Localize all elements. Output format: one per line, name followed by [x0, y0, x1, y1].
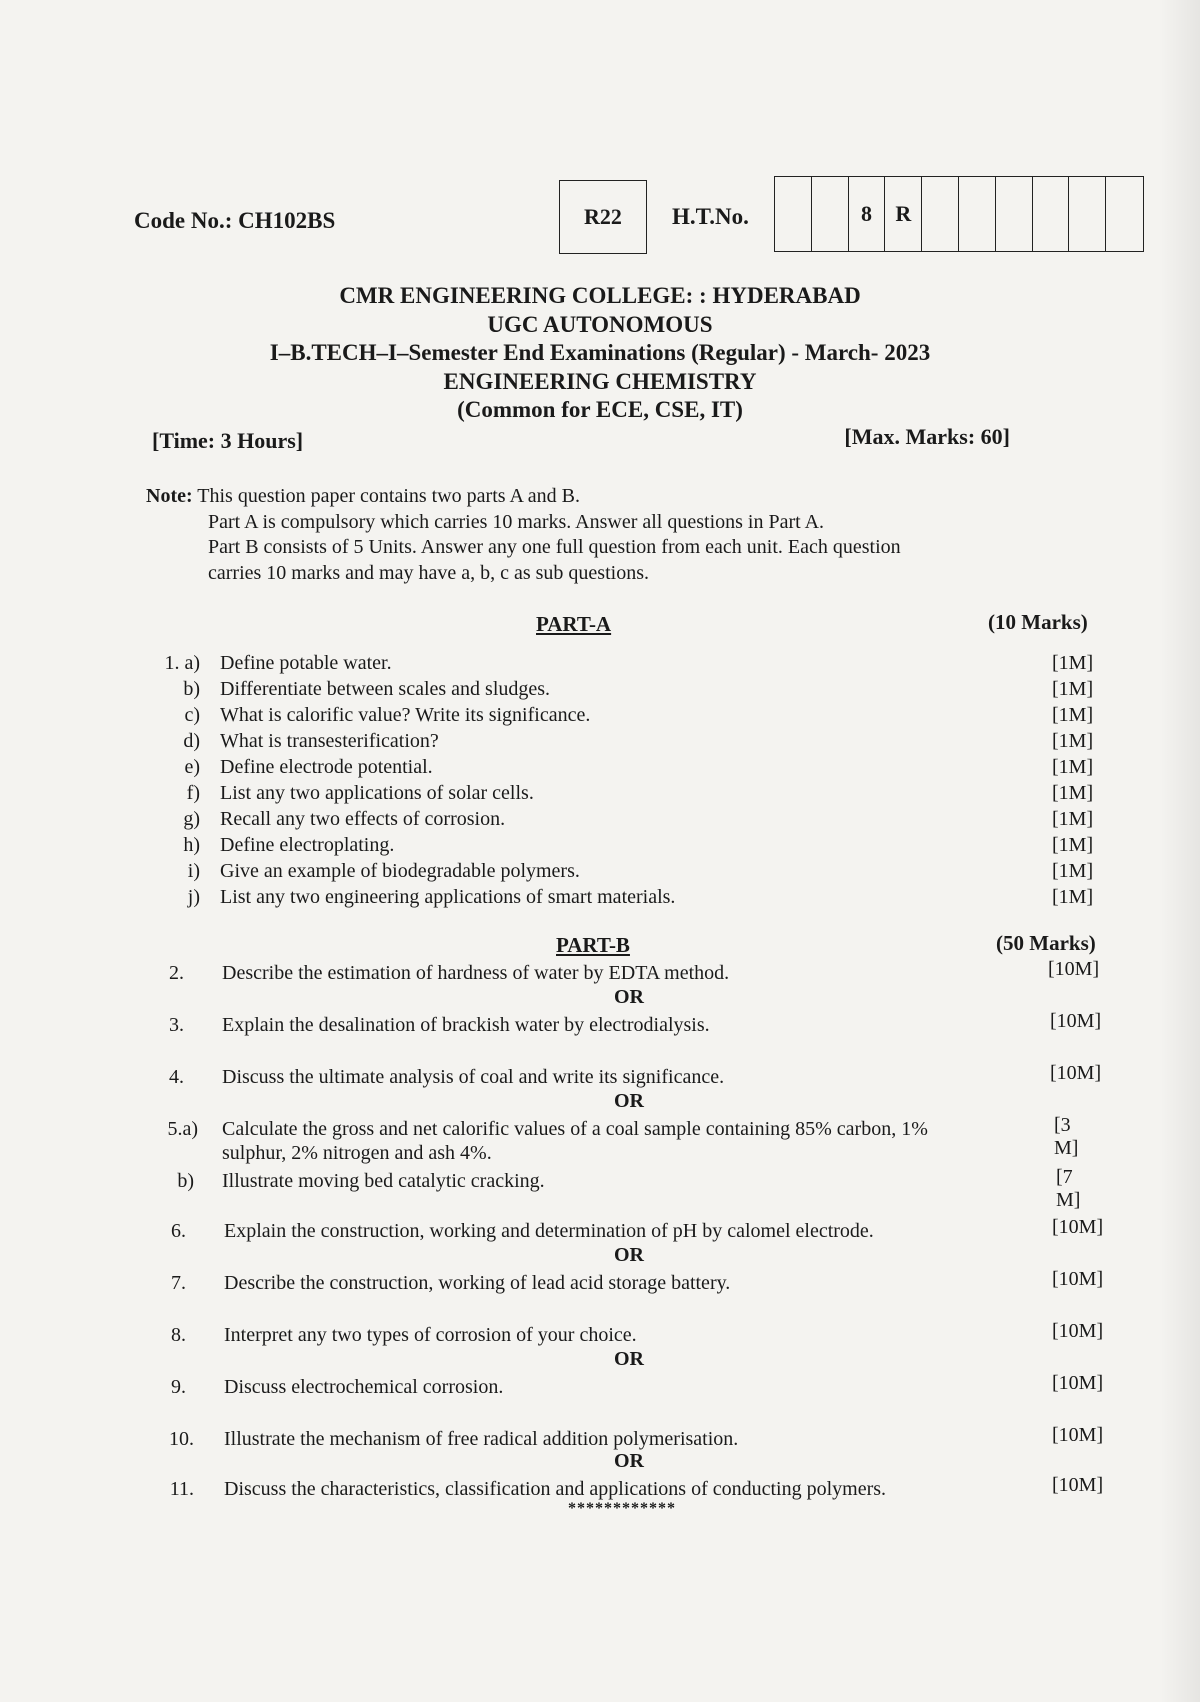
- question-number: 11.: [169, 1478, 194, 1500]
- exam-title: I–B.TECH–I–Semester End Examinations (Regular) - March- 2023: [269, 340, 931, 365]
- or-separator: OR: [614, 986, 644, 1008]
- or-separator: OR: [614, 1244, 644, 1266]
- question-mark: [10M]: [1050, 1062, 1102, 1084]
- question-mark: [10M]: [1050, 1010, 1102, 1032]
- question-mark: [1M]: [1052, 756, 1094, 778]
- question-row: [0, 886, 1200, 912]
- question-mark: [3 M]: [1054, 1114, 1079, 1159]
- question-row: [0, 652, 1200, 678]
- question-text: Define potable water.: [220, 652, 392, 674]
- question-text: Calculate the gross and net calorific values of a coal sample containing 85% carbon, 1%: [222, 1118, 928, 1140]
- question-number: i): [187, 860, 200, 882]
- question-row: [0, 808, 1200, 834]
- question-text: List any two engineering applications of smart materials.: [220, 886, 676, 908]
- ht-cell: [922, 177, 959, 251]
- question-text: What is calorific value? Write its significance.: [220, 704, 591, 726]
- question-number: b): [183, 678, 200, 700]
- question-mark: [10M]: [1052, 1372, 1104, 1394]
- question-number: 2.: [169, 962, 184, 984]
- part-a-marks: (10 Marks): [988, 610, 1088, 634]
- ht-cell: 8: [849, 177, 886, 251]
- college-name: CMR ENGINEERING COLLEGE: : HYDERABAD: [339, 283, 861, 308]
- question-mark: [10M]: [1052, 1474, 1104, 1496]
- question-text: Differentiate between scales and sludges.: [220, 678, 551, 700]
- ht-cell: [812, 177, 849, 251]
- question-number: 6.: [171, 1220, 186, 1242]
- question-mark: [1M]: [1052, 704, 1094, 726]
- question-text: Illustrate moving bed catalytic cracking.: [222, 1170, 545, 1192]
- question-number: c): [184, 704, 200, 726]
- question-row: [0, 678, 1200, 704]
- question-text: Illustrate the mechanism of free radical addition polymerisation.: [224, 1428, 739, 1450]
- question-text: What is transesterification?: [220, 730, 439, 752]
- max-marks: [Max. Marks: 60]: [844, 424, 1010, 449]
- question-number: 10.: [169, 1428, 194, 1450]
- exam-duration: [Time: 3 Hours]: [152, 428, 304, 453]
- note-line: carries 10 marks and may have a, b, c as sub questions.: [208, 561, 649, 584]
- question-mark: [10M]: [1052, 1424, 1104, 1446]
- question-number: 9.: [171, 1376, 186, 1398]
- question-mark: [1M]: [1052, 678, 1094, 700]
- question-number: 8.: [171, 1324, 186, 1346]
- question-mark: [1M]: [1052, 860, 1094, 882]
- question-text: Discuss the ultimate analysis of coal and write its significance.: [222, 1066, 725, 1088]
- title-block: [0, 282, 1200, 425]
- regulation-label: R22: [584, 204, 622, 229]
- question-mark: [10M]: [1048, 958, 1100, 980]
- note-label: Note:: [146, 485, 193, 507]
- branches: (Common for ECE, CSE, IT): [457, 397, 743, 422]
- part-b-marks: (50 Marks): [996, 931, 1096, 955]
- end-marker: ************: [568, 1500, 676, 1517]
- question-number: d): [183, 730, 200, 752]
- question-row: [0, 756, 1200, 782]
- question-number: 4.: [169, 1066, 184, 1088]
- code-number: Code No.: CH102BS: [134, 208, 336, 233]
- question-text: List any two applications of solar cells.: [220, 782, 534, 804]
- question-number: g): [183, 808, 200, 830]
- question-number: e): [184, 756, 200, 778]
- or-separator: OR: [614, 1348, 644, 1370]
- ht-cell: [775, 177, 812, 251]
- question-row: [0, 704, 1200, 730]
- question-text: Explain the desalination of brackish water by electrodialysis.: [222, 1014, 710, 1036]
- note-line: This question paper contains two parts A and B.: [197, 485, 581, 507]
- question-mark: [1M]: [1052, 834, 1094, 856]
- question-row: [0, 730, 1200, 756]
- question-row: [0, 860, 1200, 886]
- question-mark: [1M]: [1052, 808, 1094, 830]
- question-text: Describe the construction, working of lead acid storage battery.: [224, 1272, 731, 1294]
- question-row: [0, 782, 1200, 808]
- question-number: 1. a): [164, 652, 200, 674]
- or-separator: OR: [614, 1450, 644, 1472]
- question-text: Explain the construction, working and determination of pH by calomel electrode.: [224, 1220, 874, 1242]
- or-separator: OR: [614, 1090, 644, 1112]
- ht-cell: [1033, 177, 1070, 251]
- note-line: Part A is compulsory which carries 10 marks. Answer all questions in Part A.: [208, 510, 825, 533]
- ht-cell: [959, 177, 996, 251]
- part-a-title: PART-A: [536, 612, 612, 636]
- question-mark: [1M]: [1052, 652, 1094, 674]
- note-line: Part B consists of 5 Units. Answer any one full question from each unit. Each question: [208, 536, 901, 558]
- hall-ticket-label: H.T.No.: [672, 204, 749, 229]
- question-text: Define electrode potential.: [220, 756, 433, 778]
- question-number: 3.: [169, 1014, 184, 1036]
- question-text: Recall any two effects of corrosion.: [220, 808, 506, 830]
- question-text: Define electroplating.: [220, 834, 395, 856]
- part-b-title: PART-B: [556, 933, 630, 957]
- question-number: 7.: [171, 1272, 186, 1294]
- question-text: Interpret any two types of corrosion of your choice.: [224, 1324, 637, 1346]
- regulation-box: [559, 180, 647, 254]
- question-number: 5.a): [167, 1118, 198, 1140]
- question-mark: [1M]: [1052, 886, 1094, 908]
- question-mark: [10M]: [1052, 1216, 1104, 1238]
- question-text: Describe the estimation of hardness of water by EDTA method.: [222, 962, 730, 984]
- question-mark: [1M]: [1052, 782, 1094, 804]
- autonomous-status: UGC AUTONOMOUS: [487, 311, 713, 337]
- question-row: [0, 834, 1200, 860]
- page-edge-shadow: [1160, 0, 1200, 1702]
- question-number: j): [187, 886, 200, 908]
- ht-cell: [996, 177, 1033, 251]
- question-number: f): [186, 782, 200, 804]
- hall-ticket-grid: [774, 176, 1144, 252]
- question-mark: [10M]: [1052, 1268, 1104, 1290]
- question-text: Give an example of biodegradable polymers.: [220, 860, 580, 882]
- question-text: Discuss the characteristics, classification and applications of conducting polymers.: [224, 1478, 887, 1500]
- question-mark: [7 M]: [1056, 1166, 1081, 1211]
- question-number: b): [177, 1170, 194, 1192]
- ht-cell: [1106, 177, 1143, 251]
- question-number: h): [183, 834, 200, 856]
- subject-title: ENGINEERING CHEMISTRY: [443, 368, 757, 394]
- question-mark: [1M]: [1052, 730, 1094, 752]
- question-mark: [10M]: [1052, 1320, 1104, 1342]
- ht-cell: [1069, 177, 1106, 251]
- question-text: Discuss electrochemical corrosion.: [224, 1376, 504, 1398]
- ht-cell: R: [885, 177, 922, 251]
- question-text-continued: sulphur, 2% nitrogen and ash 4%.: [222, 1142, 492, 1164]
- instructions-note: [146, 484, 1026, 586]
